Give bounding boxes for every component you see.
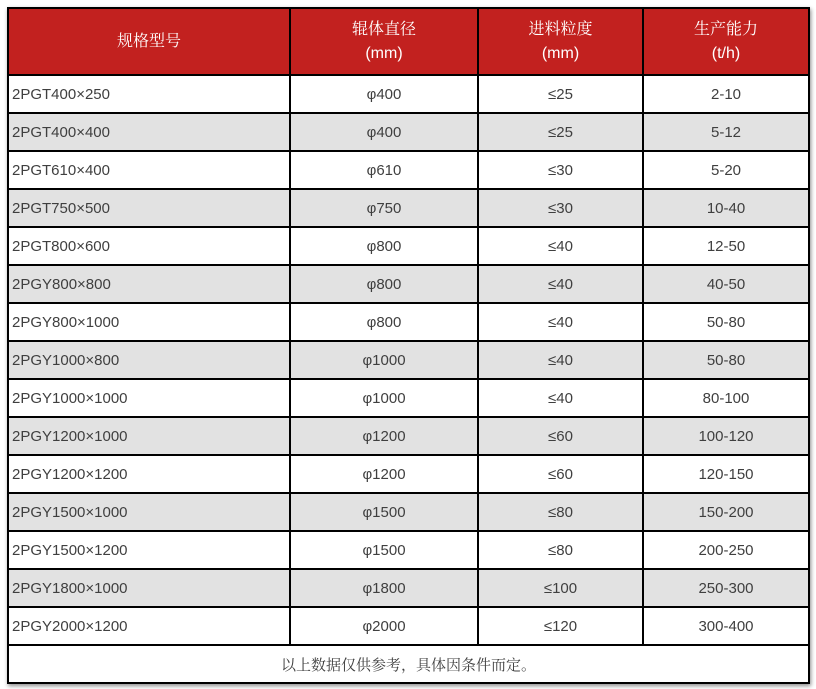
- cell-feed-size: ≤100: [478, 569, 643, 607]
- footnote-row: [8, 645, 809, 683]
- table-row: [8, 75, 809, 113]
- cell-diameter: φ1200: [290, 417, 478, 455]
- cell-feed-size: ≤25: [478, 75, 643, 113]
- cell-diameter: φ1500: [290, 493, 478, 531]
- footnote-text: 以上数据仅供参考，具体因条件而定。: [8, 645, 809, 683]
- header-model-label: 规格型号: [116, 32, 181, 50]
- cell-model: 2PGY2000×1200: [8, 607, 290, 645]
- table-row: [8, 189, 809, 227]
- table-row: [8, 341, 809, 379]
- table-row: [8, 113, 809, 151]
- cell-diameter: φ1000: [290, 341, 478, 379]
- cell-feed-size: ≤80: [478, 531, 643, 569]
- cell-model: 2PGT800×600: [8, 227, 290, 265]
- cell-feed-size: ≤80: [478, 493, 643, 531]
- cell-feed-size: ≤40: [478, 265, 643, 303]
- cell-model: 2PGY1800×1000: [8, 569, 290, 607]
- cell-diameter: φ1200: [290, 455, 478, 493]
- cell-capacity: 80-100: [643, 379, 809, 417]
- cell-diameter: φ400: [290, 113, 478, 151]
- cell-feed-size: ≤120: [478, 607, 643, 645]
- cell-diameter: φ1000: [290, 379, 478, 417]
- cell-diameter: φ800: [290, 265, 478, 303]
- table-row: [8, 303, 809, 341]
- cell-diameter: φ1500: [290, 531, 478, 569]
- header-feed-size-unit: (mm): [541, 44, 580, 62]
- cell-model: 2PGY1000×1000: [8, 379, 290, 417]
- cell-diameter: φ750: [290, 189, 478, 227]
- header-diameter-label: 辊体直径: [351, 20, 416, 38]
- header-capacity: [643, 8, 809, 75]
- header-capacity-unit: (t/h): [711, 44, 741, 62]
- table-row: [8, 455, 809, 493]
- cell-capacity: 300-400: [643, 607, 809, 645]
- cell-diameter: φ800: [290, 227, 478, 265]
- cell-feed-size: ≤25: [478, 113, 643, 151]
- table-row: [8, 569, 809, 607]
- cell-diameter: φ1800: [290, 569, 478, 607]
- cell-feed-size: ≤40: [478, 227, 643, 265]
- cell-capacity: 120-150: [643, 455, 809, 493]
- cell-capacity: 250-300: [643, 569, 809, 607]
- cell-capacity: 50-80: [643, 341, 809, 379]
- cell-capacity: 50-80: [643, 303, 809, 341]
- cell-model: 2PGT750×500: [8, 189, 290, 227]
- cell-capacity: 2-10: [643, 75, 809, 113]
- header-feed-size: [478, 8, 643, 75]
- table-row: [8, 531, 809, 569]
- cell-capacity: 40-50: [643, 265, 809, 303]
- table-row: [8, 379, 809, 417]
- cell-feed-size: ≤60: [478, 455, 643, 493]
- cell-capacity: 5-12: [643, 113, 809, 151]
- cell-model: 2PGT400×400: [8, 113, 290, 151]
- table-row: [8, 607, 809, 645]
- cell-diameter: φ2000: [290, 607, 478, 645]
- spec-table: [7, 7, 810, 684]
- table-row: [8, 227, 809, 265]
- table-row: [8, 151, 809, 189]
- cell-feed-size: ≤60: [478, 417, 643, 455]
- cell-capacity: 10-40: [643, 189, 809, 227]
- cell-diameter: φ610: [290, 151, 478, 189]
- cell-capacity: 150-200: [643, 493, 809, 531]
- cell-capacity: 12-50: [643, 227, 809, 265]
- cell-model: 2PGY1200×1000: [8, 417, 290, 455]
- header-diameter: [290, 8, 478, 75]
- cell-model: 2PGT610×400: [8, 151, 290, 189]
- cell-model: 2PGY800×800: [8, 265, 290, 303]
- cell-feed-size: ≤30: [478, 151, 643, 189]
- table-row: [8, 265, 809, 303]
- table-row: [8, 417, 809, 455]
- cell-model: 2PGY1200×1200: [8, 455, 290, 493]
- cell-model: 2PGY1500×1200: [8, 531, 290, 569]
- header-diameter-unit: (mm): [365, 44, 403, 62]
- cell-capacity: 5-20: [643, 151, 809, 189]
- cell-diameter: φ800: [290, 303, 478, 341]
- table-row: [8, 493, 809, 531]
- table-footnote-section: [8, 645, 809, 683]
- table-body: [8, 75, 809, 645]
- cell-capacity: 100-120: [643, 417, 809, 455]
- cell-feed-size: ≤40: [478, 303, 643, 341]
- cell-feed-size: ≤30: [478, 189, 643, 227]
- cell-model: 2PGT400×250: [8, 75, 290, 113]
- header-capacity-label: 生产能力: [693, 20, 758, 38]
- header-feed-size-label: 进料粒度: [528, 20, 593, 38]
- cell-model: 2PGY1500×1000: [8, 493, 290, 531]
- cell-diameter: φ400: [290, 75, 478, 113]
- cell-model: 2PGY800×1000: [8, 303, 290, 341]
- header-model: [8, 8, 290, 75]
- header-row: [8, 8, 809, 75]
- cell-capacity: 200-250: [643, 531, 809, 569]
- table-header: [8, 8, 809, 75]
- cell-feed-size: ≤40: [478, 341, 643, 379]
- cell-model: 2PGY1000×800: [8, 341, 290, 379]
- cell-feed-size: ≤40: [478, 379, 643, 417]
